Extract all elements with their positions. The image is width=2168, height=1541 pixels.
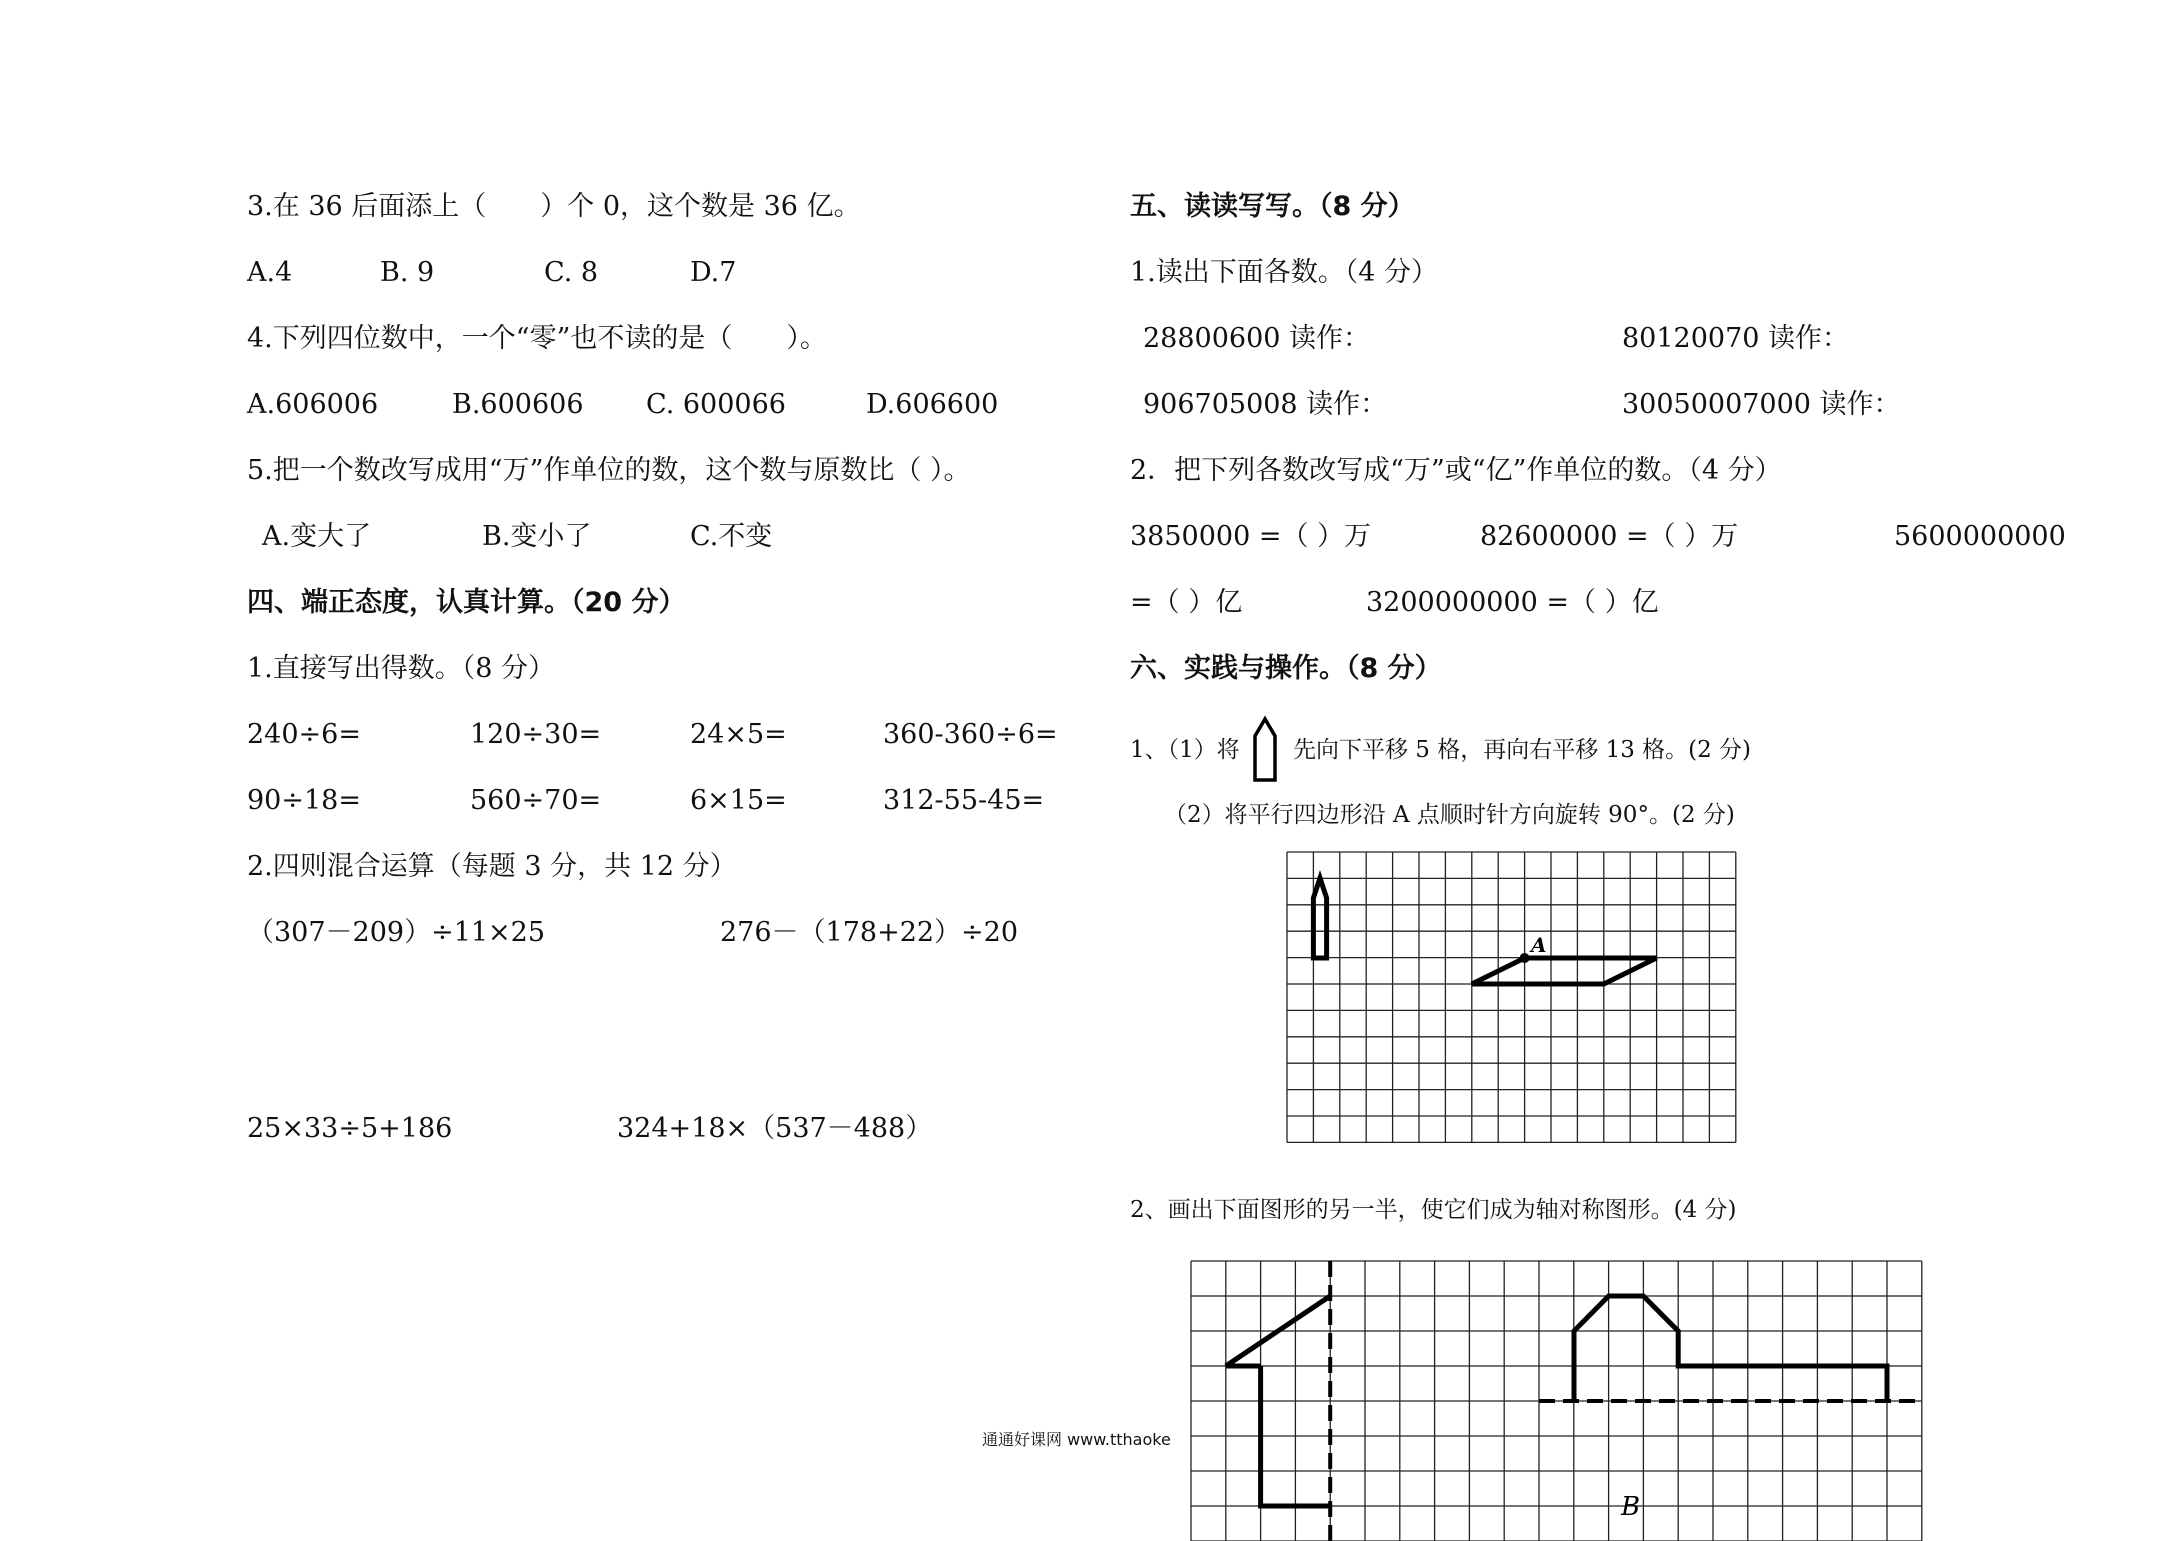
read-item: 906705008 读作： xyxy=(1143,389,1388,420)
mixed-item: 276－（178+22）÷20 xyxy=(720,917,1019,948)
symmetry-grid xyxy=(1191,1261,1922,1541)
q4-text: 4.下列四位数中，一个“零”也不读的是（ ）。 xyxy=(247,323,827,354)
q4-option-c: C. 600066 xyxy=(646,389,786,420)
house-figure xyxy=(1313,878,1326,958)
point-a xyxy=(1520,953,1530,963)
q3-option-b: B. 9 xyxy=(380,257,435,288)
calc-item: 6×15= xyxy=(690,785,787,816)
read-item: 28800600 读作： xyxy=(1143,323,1371,354)
section4-title: 四、端正态度，认真计算。（20 分） xyxy=(247,587,686,618)
q3-option-c: C. 8 xyxy=(544,257,599,288)
q4-option-b: B.600606 xyxy=(452,389,584,420)
convert-item: 82600000 =（ ）万 xyxy=(1480,521,1739,552)
calc-item: 24×5= xyxy=(690,719,787,750)
watermark: 通通好课网 www.tthaoke xyxy=(982,1423,1175,1457)
q5-option-c: C.不变 xyxy=(690,521,773,552)
convert-item: 3850000 =（ ）万 xyxy=(1130,521,1372,552)
section4-sub1: 1.直接写出得数。（8 分） xyxy=(247,653,556,684)
q5-option-a: A.变大了 xyxy=(262,521,372,552)
q2-text: 2、画出下面图形的另一半，使它们成为轴对称图形。(4 分) xyxy=(1130,1197,1737,1223)
point-a-label: A xyxy=(1531,933,1547,957)
convert-item: =（ ）亿 xyxy=(1130,587,1243,618)
q3-option-d: D.7 xyxy=(690,257,737,288)
mixed-item: 324+18×（537－488） xyxy=(617,1113,933,1144)
q3-text: 3.在 36 后面添上（ ）个 0，这个数是 36 亿。 xyxy=(247,191,861,222)
section6-title: 六、实践与操作。（8 分） xyxy=(1130,653,1442,684)
calc-item: 312-55-45= xyxy=(883,785,1045,816)
q1b-text: （2）将平行四边形沿 A 点顺时针方向旋转 90°。(2 分) xyxy=(1164,802,1735,828)
section5-title: 五、读读写写。（8 分） xyxy=(1130,191,1415,222)
mixed-item: （307－209）÷11×25 xyxy=(247,917,546,948)
q1a-prefix: 1、（1）将 xyxy=(1130,737,1240,763)
section5-sub2: 2．把下列各数改写成“万”或“亿”作单位的数。（4 分） xyxy=(1130,455,1782,486)
convert-item: 3200000000 =（ ）亿 xyxy=(1366,587,1659,618)
q5-text: 5.把一个数改写成用“万”作单位的数，这个数与原数比（ ）。 xyxy=(247,455,971,486)
read-item: 30050007000 读作： xyxy=(1622,389,1901,420)
parallelogram-figure xyxy=(1472,958,1657,984)
q4-option-a: A.606006 xyxy=(247,389,379,420)
calc-item: 240÷6= xyxy=(247,719,361,750)
calc-item: 560÷70= xyxy=(470,785,602,816)
hat-figure xyxy=(1574,1296,1887,1401)
q3-option-a: A.4 xyxy=(247,257,293,288)
section5-sub1: 1.读出下面各数。（4 分） xyxy=(1130,257,1439,288)
translation-rotation-grid xyxy=(1287,852,1735,1142)
house-shape-icon xyxy=(1252,716,1278,782)
q4-option-d: D.606600 xyxy=(866,389,999,420)
read-item: 80120070 读作： xyxy=(1622,323,1850,354)
calc-item: 120÷30= xyxy=(470,719,602,750)
mixed-item: 25×33÷5+186 xyxy=(247,1113,453,1144)
q5-option-b: B.变小了 xyxy=(482,521,592,552)
section4-sub2: 2.四则混合运算（每题 3 分，共 12 分） xyxy=(247,851,737,882)
b-label: B xyxy=(1621,1492,1641,1522)
calc-item: 90÷18= xyxy=(247,785,361,816)
q1a-suffix: 先向下平移 5 格，再向右平移 13 格。(2 分) xyxy=(1293,737,1752,763)
convert-item: 5600000000 xyxy=(1894,521,2066,552)
calc-item: 360-360÷6= xyxy=(883,719,1058,750)
